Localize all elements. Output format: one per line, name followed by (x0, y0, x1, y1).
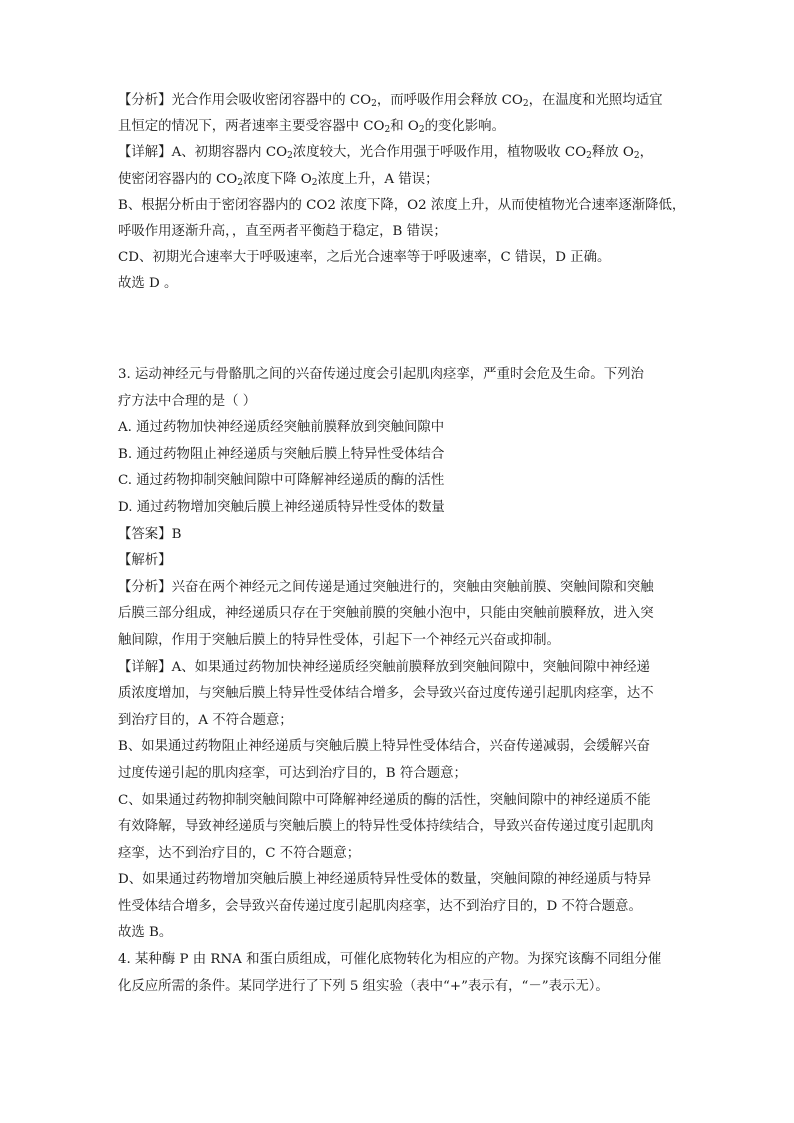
analysis-tag: 【分析】 (118, 93, 172, 108)
q3-xiangjie-line-6: C、如果通过药物抑制突触间隙中可降解神经递质的酶的活性，突触间隙中的神经递质不能 (118, 792, 651, 808)
answer-tag: 【答案】 (118, 526, 172, 542)
q3-stem-line-2: 疗方法中合理的是（ ） (118, 393, 257, 409)
q3-xiangjie-line-8: 痉挛，达不到治疗目的，C 不符合题意； (118, 845, 361, 861)
prev-conclusion: 故选 D 。 (118, 276, 178, 292)
q3-conclusion: 故选 B。 (118, 925, 173, 941)
prev-cd-line: CD、初期光合速率大于呼吸速率，之后光合速率等于呼吸速率，C 错误，D 正确。 (118, 250, 611, 266)
detail-tag: 【详解】 (118, 659, 172, 675)
q4-stem-line-2: 化反应所需的条件。某同学进行了下列 5 组实验（表中“+”表示有，“－”表示无）。 (118, 978, 609, 994)
q3-xiangjie-line-4: B、如果通过药物阻止神经递质与突触后膜上特异性受体结合，兴奋传递减弱，会缓解兴奋 (118, 739, 651, 755)
analysis-tag: 【分析】 (118, 579, 172, 595)
prev-fenxi-line-2: 且恒定的情况下，两者速率主要受容器中 $CO_2$和 $O_2$的变化影响。 (118, 119, 505, 136)
q3-option-a: A. 通过药物加快神经递质经突触前膜释放到突触间隙中 (118, 420, 445, 436)
q3-fenxi-line-2: 后膜三部分组成，神经递质只存在于突触前膜的突触小泡中，只能由突触前膜释放，进入突 (118, 606, 654, 622)
prev-b-line-1: B、根据分析由于密闭容器内的 CO2 浓度下降，O2 浓度上升，从而使植物光合速率逐渐降低， (118, 197, 686, 213)
q3-jiexi-tag: 【解析】 (118, 553, 172, 569)
q3-xiangjie-line-2: 质浓度增加，与突触后膜上特异性受体结合增多，会导致兴奋过度传递引起肌肉痉挛，达不 (118, 686, 654, 702)
q3-xiangjie-line-5: 过度传递引起的肌肉痉挛，可达到治疗目的，B 符合题意； (118, 765, 467, 781)
q3-answer (118, 522, 678, 549)
prev-b-line-2: 呼吸作用逐渐升高，，直至两者平衡趋于稳定，B 错误； (118, 223, 447, 239)
q3-xiangjie-line-7: 有效降解，导致神经递质与突触后膜上的特异性受体持续结合，导致兴奋传递过度引起肌肉 (118, 819, 654, 835)
question-3 (118, 362, 678, 1000)
answer-value: B (171, 526, 182, 542)
prev-fenxi-line-1: 【分析】光合作用会吸收密闭容器中的 $CO_2$，而呼吸作用会释放 $CO_2$，在温度和光照均适宜 (118, 93, 663, 109)
q3-xiangjie-line-10: 性受体结合增多，会导致兴奋传递过度引起肌肉痉挛，达不到治疗目的，D 不符合题意。 (118, 898, 642, 914)
q3-option-d: D. 通过药物增加突触后膜上神经递质特异性受体的数量 (118, 499, 445, 515)
detail-tag: 【详解】 (118, 145, 172, 161)
q4-stem-line-1: 4. 某种酶 P 由 RNA 和蛋白质组成，可催化底物转化为相应的产物。为探究该酶不同组分催 (118, 952, 662, 968)
q3-option-c: C. 通过药物抑制突触间隙中可降解神经递质的酶的活性 (118, 473, 445, 489)
prev-answer-section (118, 88, 686, 298)
q3-fenxi-line-3: 触间隙，作用于突触后膜上的特异性受体，引起下一个神经元兴奋或抑制。 (118, 632, 560, 648)
prev-xiangjie-line-1: 【详解】A、初期容器内 $CO_2$浓度较大，光合作用强于呼吸作用，植物吸收 $CO_2$释放 $O_2$， (118, 145, 653, 162)
q3-xiangjie-line-9: D、如果通过药物增加突触后膜上神经递质特异性受体的数量，突触间隙的神经递质与特异 (118, 872, 651, 888)
q3-option-b: B. 通过药物阻止神经递质与突触后膜上特异性受体结合 (118, 446, 445, 462)
q3-xiangjie-line-1: 【详解】A、如果通过药物加快神经递质经突触前膜释放到突触间隙中，突触间隙中神经递 (118, 659, 650, 675)
q3-stem-line-1: 3. 运动神经元与骨骼肌之间的兴奋传递过度会引起肌肉痉挛，严重时会危及生命。下列治 (118, 367, 644, 382)
q3-xiangjie-line-3: 到治疗目的，A 不符合题意； (118, 712, 293, 728)
prev-xiangjie-line-2: 使密闭容器内的 $CO_2$浓度下降 $O_2$浓度上升，A 错误； (118, 171, 439, 188)
q3-fenxi-line-1: 【分析】兴奋在两个神经元之间传递是通过突触进行的，突触由突触前膜、突触间隙和突触 (118, 579, 654, 595)
